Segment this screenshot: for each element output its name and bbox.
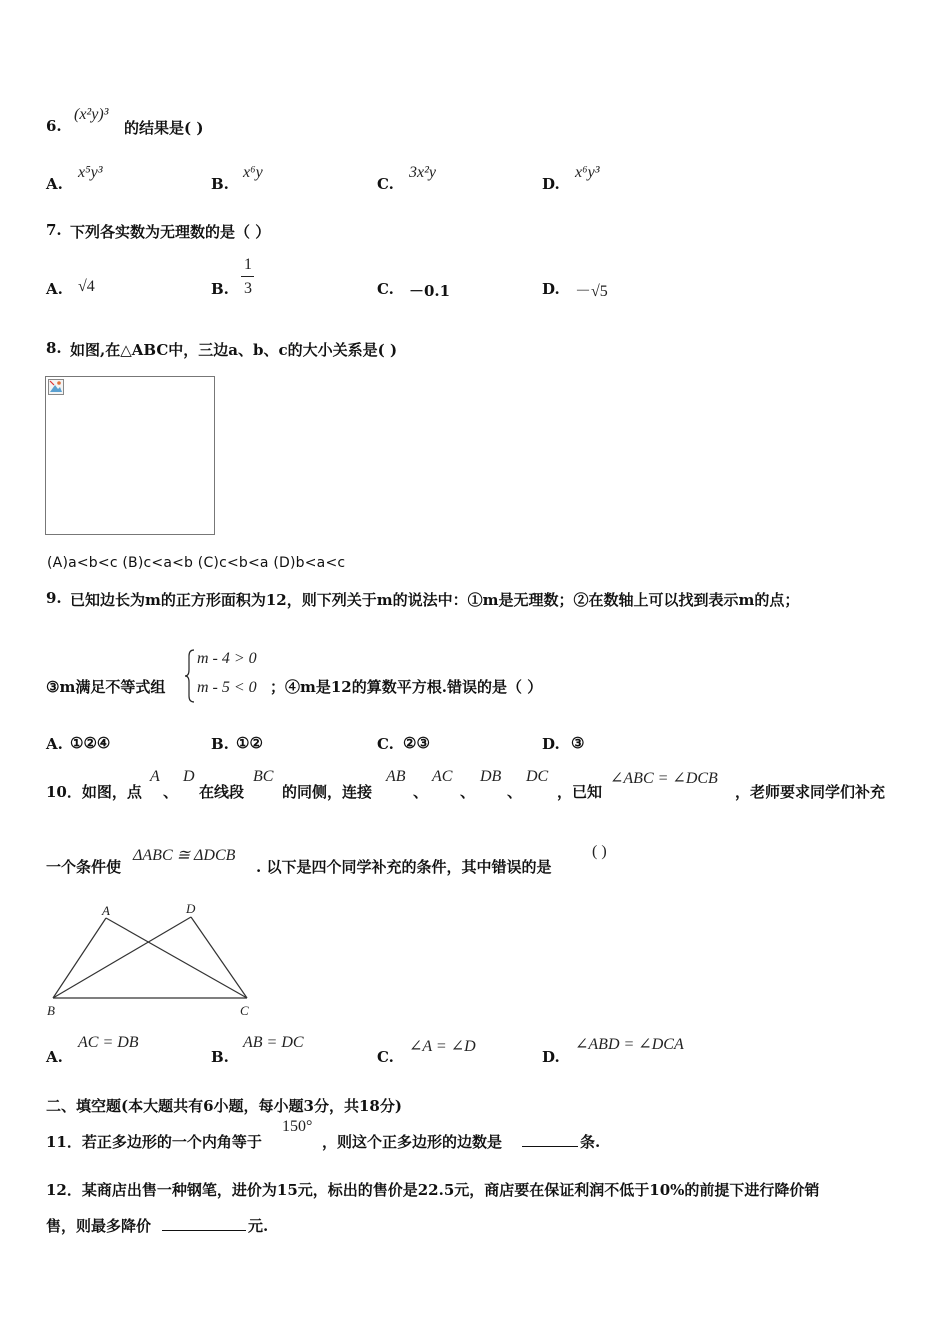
q9-inequality-2: m - 5 < 0 xyxy=(197,679,257,696)
q10-triangle-figure xyxy=(44,898,256,1022)
q7-option-b-numerator: 1 xyxy=(244,256,252,273)
q10-text-4: ，老师要求同学们补充 xyxy=(735,783,886,801)
q10-sep-1: 、 xyxy=(163,783,179,801)
q10-option-a-label: A. xyxy=(46,1048,63,1066)
q6-option-a-text: x⁵y³ xyxy=(78,164,103,181)
q11-suffix-b: 条. xyxy=(580,1133,601,1151)
q10-known-condition: ∠ABC = ∠DCB xyxy=(610,770,718,787)
q6-option-b-text: x⁶y xyxy=(243,164,263,181)
q10-segment-bc: BC xyxy=(253,768,274,785)
q10-line2-prefix: 一个条件使 xyxy=(46,858,122,876)
q10-segment-dc: DC xyxy=(526,768,549,785)
q6-stem: 的结果是( ) xyxy=(124,119,204,137)
q10-option-d-label: D. xyxy=(542,1048,560,1066)
q7-option-a-text: √4 xyxy=(78,278,95,295)
q10-sep-4: 、 xyxy=(507,783,523,801)
q9-part3-prefix: ③m满足不等式组 xyxy=(46,678,166,696)
q6-option-b-label: B. xyxy=(211,175,229,193)
q9-option-b-label: B. xyxy=(211,735,229,753)
q10-option-c-text: ∠A = ∠D xyxy=(409,1038,476,1055)
q10-segment-ab: AB xyxy=(386,768,406,785)
q8-stem: 如图,在△ABC中，三边a、b、c的大小关系是( ) xyxy=(70,341,398,359)
q12-line2-suffix: 元. xyxy=(248,1217,269,1235)
broken-image-icon xyxy=(48,379,64,395)
q8-figure-placeholder xyxy=(45,376,215,535)
q7-option-c-label: C. xyxy=(377,280,394,298)
q11-answer-blank[interactable] xyxy=(522,1132,578,1147)
q12-answer-blank[interactable] xyxy=(162,1216,246,1231)
q10-text-1: 在线段 xyxy=(199,783,245,801)
q10-figure-label-d: D xyxy=(186,901,196,916)
q8-number: 8. xyxy=(46,339,62,357)
q12-line1: 12．某商店出售一种钢笔，进价为15元，标出的售价是22.5元，商店要在保证利润不低于10%的前提下进行降价销 xyxy=(46,1181,820,1199)
q7-option-c-text: －0.1 xyxy=(409,282,451,300)
q9-brace-icon xyxy=(184,648,196,704)
q11-prefix: 11．若正多边形的一个内角等于 xyxy=(46,1133,262,1151)
q7-option-a-label: A. xyxy=(46,280,63,298)
q9-stem: 已知边长为m的正方形面积为12，则下列关于m的说法中：①m是无理数；②在数轴上可以找到表示m的点； xyxy=(70,591,800,609)
q9-option-a-label: A. xyxy=(46,735,63,753)
q7-number: 7. xyxy=(46,221,62,239)
q10-option-c-label: C. xyxy=(377,1048,394,1066)
q7-option-d-text: －√5 xyxy=(575,283,608,300)
q6-number: 6. xyxy=(46,117,62,135)
section-2-title: 二、填空题(本大题共有6小题，每小题3分，共18分) xyxy=(46,1097,402,1115)
q7-option-d-label: D. xyxy=(542,280,560,298)
q6-option-d-label: D. xyxy=(542,175,560,193)
q10-text-3: ，已知 xyxy=(557,783,603,801)
q10-option-d-text: ∠ABD = ∠DCA xyxy=(575,1036,684,1053)
q9-part3-suffix: ；④m是12的算数平方根.错误的是（ ） xyxy=(270,678,543,696)
q10-text-2: 的同侧，连接 xyxy=(282,783,373,801)
q10-figure-label-a: A xyxy=(102,903,110,918)
q12-line2-prefix: 售，则最多降价 xyxy=(46,1217,152,1235)
q11-angle: 150° xyxy=(282,1118,313,1135)
q6-option-a-label: A. xyxy=(46,175,63,193)
q10-figure-label-b: B xyxy=(47,1003,55,1018)
q9-option-b-text: ①② xyxy=(236,734,263,752)
q10-number: 10．如图，点 xyxy=(46,783,142,801)
q10-answer-paren: ( ) xyxy=(592,843,607,860)
q10-option-b-text: AB = DC xyxy=(243,1034,304,1051)
q10-sep-3: 、 xyxy=(460,783,476,801)
q9-option-c-text: ②③ xyxy=(403,734,430,752)
q9-option-d-text: ③ xyxy=(571,734,585,752)
q9-option-d-label: D. xyxy=(542,735,560,753)
q7-option-b-label: B. xyxy=(211,280,229,298)
q10-line2-suffix: . 以下是四个同学补充的条件，其中错误的是 xyxy=(256,858,552,876)
q6-option-c-text: 3x²y xyxy=(409,164,436,181)
q10-figure-label-c: C xyxy=(240,1003,249,1018)
q10-option-b-label: B. xyxy=(211,1048,229,1066)
q10-segment-db: DB xyxy=(480,768,502,785)
q8-options-line: (A)a<b<c (B)c<a<b (C)c<b<a (D)b<a<c xyxy=(47,555,346,571)
q7-option-b-denominator: 3 xyxy=(244,280,252,297)
q9-option-c-label: C. xyxy=(377,735,394,753)
q10-congruence: ΔABC ≅ ΔDCB xyxy=(133,847,236,864)
q10-sep-2: 、 xyxy=(413,783,429,801)
q6-option-d-text: x⁶y³ xyxy=(575,164,600,181)
q9-inequality-1: m - 4 > 0 xyxy=(197,650,257,667)
q7-option-b-fraction-bar xyxy=(241,276,254,277)
q6-option-c-label: C. xyxy=(377,175,394,193)
q6-expression: (x²y)³ xyxy=(74,106,109,123)
q11-suffix-a: ，则这个正多边形的边数是 xyxy=(322,1133,503,1151)
q10-point-a: A xyxy=(150,768,160,785)
q10-segment-ac: AC xyxy=(432,768,453,785)
q10-point-d: D xyxy=(183,768,195,785)
q9-number: 9. xyxy=(46,589,62,607)
q7-stem: 下列各实数为无理数的是（ ） xyxy=(70,223,271,241)
q10-option-a-text: AC = DB xyxy=(78,1034,139,1051)
q9-option-a-text: ①②④ xyxy=(70,734,111,752)
